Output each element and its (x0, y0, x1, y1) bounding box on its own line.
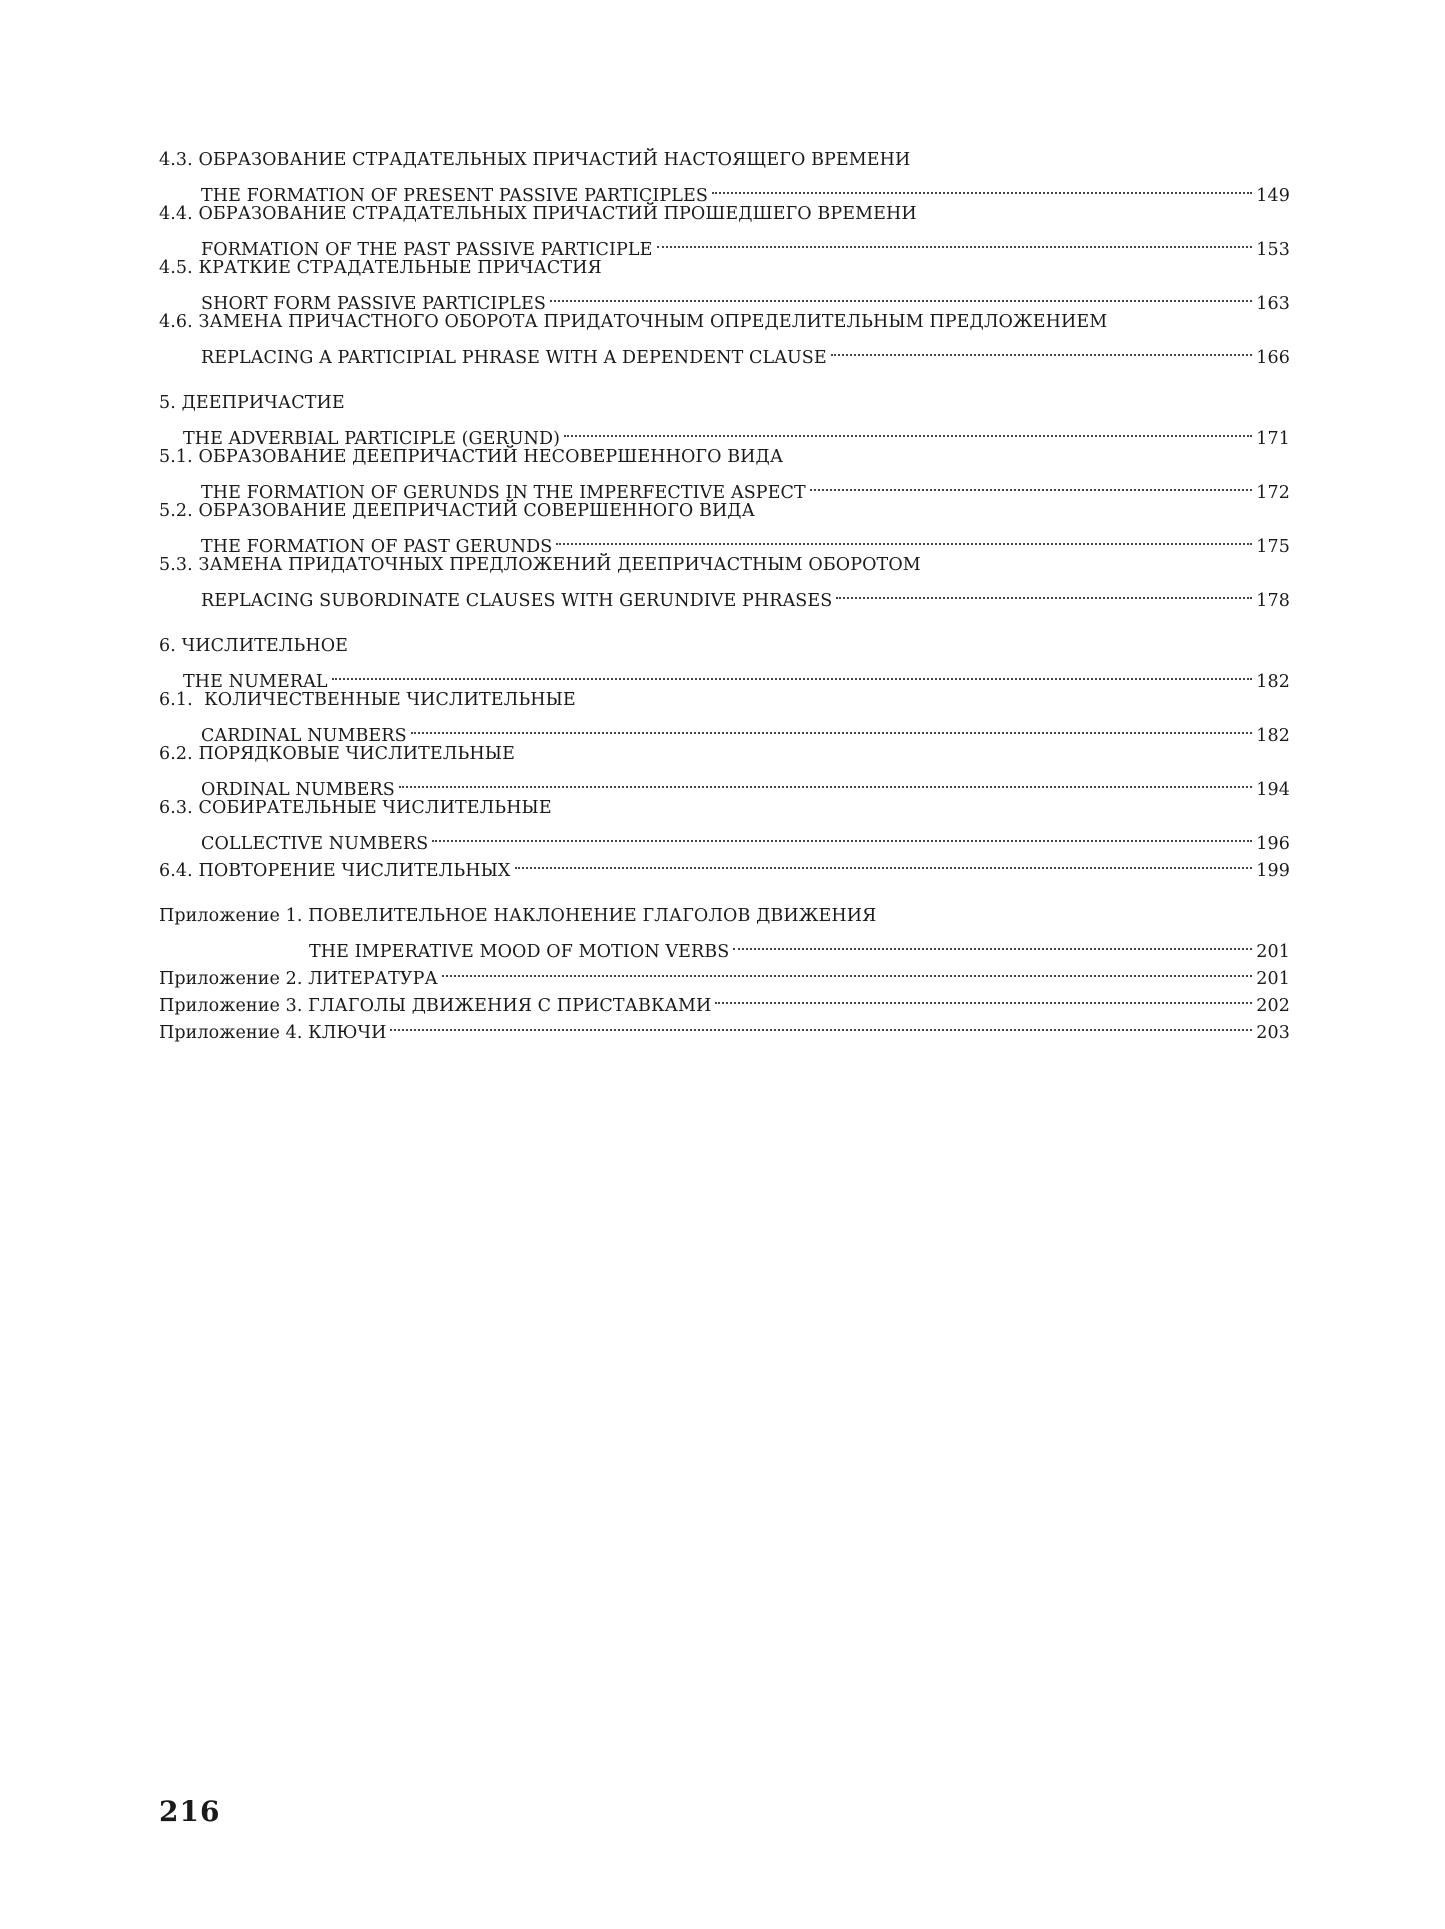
toc-entry-title: THE FORMATION OF GERUNDS IN THE IMPERFECTIVE ASPECT (201, 483, 806, 503)
toc-entry-page: 196 (1256, 834, 1290, 854)
toc-leader-dots (432, 822, 1252, 849)
toc-entry-page: 182 (1256, 672, 1290, 692)
toc-entry (159, 309, 1290, 336)
toc-leader-dots (564, 417, 1252, 444)
toc-entry-title: THE ADVERBIAL PARTICIPLE (GERUND) (183, 429, 561, 449)
toc-entry-number: 6.4. (159, 861, 193, 881)
toc-leader-dots (657, 228, 1253, 255)
toc-entry (159, 579, 1290, 611)
toc-entry-page: 172 (1256, 483, 1290, 503)
toc-entry (159, 147, 1290, 174)
toc-entry-title: REPLACING SUBORDINATE CLAUSES WITH GERUNDIVE PHRASES (201, 591, 833, 611)
toc-entry-title: ОБРАЗОВАНИЕ СТРАДАТЕЛЬНЫХ ПРИЧАСТИЙ ПРОШЕДШЕГО ВРЕМЕНИ (198, 204, 917, 224)
toc-leader-dots (442, 957, 1252, 984)
toc-entry-number: 5.2. (159, 501, 193, 521)
toc-entry-title: ПОВТОРЕНИЕ ЧИСЛИТЕЛЬНЫХ (198, 861, 511, 881)
toc-entry-page: 199 (1256, 861, 1290, 881)
toc-appendices (159, 903, 1290, 1043)
toc-entry-number: 6.2. (159, 744, 193, 764)
toc-entry-title: ДЕЕПРИЧАСТИЕ (181, 393, 345, 413)
toc-leader-dots (836, 579, 1252, 606)
toc-entry-title: ЧИСЛИТЕЛЬНОЕ (181, 636, 349, 656)
toc-leader-dots (332, 660, 1253, 687)
toc-entry-title: ORDINAL NUMBERS (201, 780, 395, 800)
toc-entry-page: 171 (1256, 429, 1290, 449)
toc-entry-title: КОЛИЧЕСТВЕННЫЕ ЧИСЛИТЕЛЬНЫЕ (204, 690, 576, 710)
toc-section-5 (159, 390, 1290, 611)
toc-entry (159, 714, 1290, 746)
toc-section-4 (159, 147, 1290, 368)
toc-entry-page: 166 (1256, 348, 1290, 368)
toc-entry-title: ЗАМЕНА ПРИЧАСТНОГО ОБОРОТА ПРИДАТОЧНЫМ ОПРЕДЕЛИТЕЛЬНЫМ ПРЕДЛОЖЕНИЕМ (198, 312, 1108, 332)
toc-entry-page: 203 (1256, 1023, 1290, 1043)
toc-entry-number: 4.5. (159, 258, 193, 278)
toc-entry-title: REPLACING A PARTICIPIAL PHRASE WITH A DEPENDENT CLAUSE (201, 348, 827, 368)
toc-entry-title: CARDINAL NUMBERS (201, 726, 407, 746)
toc-entry-page: 163 (1256, 294, 1290, 314)
toc-entry (159, 498, 1290, 525)
toc-entry-page: 182 (1256, 726, 1290, 746)
toc-entry-page: 149 (1256, 186, 1290, 206)
toc-leader-dots (550, 282, 1252, 309)
toc-leader-dots (411, 714, 1253, 741)
toc-entry (159, 741, 1290, 768)
toc-entry-number: 6.3. (159, 798, 193, 818)
toc-entry (159, 795, 1290, 822)
toc-entry-title: ГЛАГОЛЫ ДВИЖЕНИЯ С ПРИСТАВКАМИ (308, 996, 712, 1016)
toc-leader-dots (556, 525, 1252, 552)
toc-entry-number: Приложение 1. (159, 906, 303, 926)
toc-leader-dots (712, 174, 1252, 201)
toc-entry-title: СОБИРАТЕЛЬНЫЕ ЧИСЛИТЕЛЬНЫЕ (198, 798, 552, 818)
toc-entry (159, 525, 1290, 557)
toc-entry (159, 390, 1290, 417)
toc-leader-dots (390, 1011, 1252, 1038)
toc-entry-number: 5. (159, 393, 176, 413)
toc-entry (159, 930, 1290, 962)
toc-entry-title: ОБРАЗОВАНИЕ СТРАДАТЕЛЬНЫХ ПРИЧАСТИЙ НАСТОЯЩЕГО ВРЕМЕНИ (198, 150, 911, 170)
toc-entry-title: FORMATION OF THE PAST PASSIVE PARTICIPLE (201, 240, 653, 260)
toc-entry (159, 336, 1290, 368)
toc-entry-number: 6.1. (159, 690, 193, 710)
toc-entry (159, 201, 1290, 228)
toc-entry (159, 660, 1290, 692)
toc-entry-number: 4.6. (159, 312, 193, 332)
toc-entry-number: Приложение 4. (159, 1023, 303, 1043)
toc-entry-page: 178 (1256, 591, 1290, 611)
toc-entry (159, 417, 1290, 449)
toc-entry-title: SHORT FORM PASSIVE PARTICIPLES (201, 294, 546, 314)
toc-entry-page: 175 (1256, 537, 1290, 557)
toc-leader-dots (831, 336, 1253, 363)
toc-entry (159, 768, 1290, 800)
toc-entry (159, 228, 1290, 260)
toc-leader-dots (810, 471, 1253, 498)
toc-entry-title: ПОВЕЛИТЕЛЬНОЕ НАКЛОНЕНИЕ ГЛАГОЛОВ ДВИЖЕНИЯ (308, 906, 877, 926)
toc-entry (159, 471, 1290, 503)
toc-entry-number: Приложение 2. (159, 969, 303, 989)
toc-entry-page: 201 (1256, 969, 1290, 989)
toc-entry-title: ОБРАЗОВАНИЕ ДЕЕПРИЧАСТИЙ НЕСОВЕРШЕННОГО ВИДА (198, 447, 784, 467)
toc-entry (159, 552, 1290, 579)
toc-entry (159, 687, 1290, 714)
toc-entry-title: КЛЮЧИ (308, 1023, 387, 1043)
toc-entry-number: 4.4. (159, 204, 193, 224)
toc-entry-title: ПОРЯДКОВЫЕ ЧИСЛИТЕЛЬНЫЕ (198, 744, 515, 764)
toc-entry-title: ОБРАЗОВАНИЕ ДЕЕПРИЧАСТИЙ СОВЕРШЕННОГО ВИДА (198, 501, 755, 521)
toc-entry-number: Приложение 3. (159, 996, 303, 1016)
toc-leader-dots (733, 930, 1252, 957)
toc-entry-title: ЗАМЕНА ПРИДАТОЧНЫХ ПРЕДЛОЖЕНИЙ ДЕЕПРИЧАСТНЫМ ОБОРОТОМ (198, 555, 921, 575)
toc-leader-dots (715, 984, 1252, 1011)
toc-entry-number: 5.3. (159, 555, 193, 575)
toc-entry-page: 153 (1256, 240, 1290, 260)
table-of-contents (159, 147, 1290, 1065)
toc-entry (159, 903, 1290, 930)
toc-entry-number: 5.1. (159, 447, 193, 467)
toc-entry-page: 202 (1256, 996, 1290, 1016)
toc-entry-title: КРАТКИЕ СТРАДАТЕЛЬНЫЕ ПРИЧАСТИЯ (198, 258, 602, 278)
toc-entry-title: THE FORMATION OF PAST GERUNDS (201, 537, 553, 557)
toc-entry-title: COLLECTIVE NUMBERS (201, 834, 429, 854)
toc-entry (159, 282, 1290, 314)
toc-entry (159, 174, 1290, 206)
toc-section-6 (159, 633, 1290, 881)
toc-entry-number: 4.3. (159, 150, 193, 170)
toc-entry (159, 822, 1290, 854)
toc-entry-page: 194 (1256, 780, 1290, 800)
toc-entry (159, 444, 1290, 471)
toc-entry-title: THE NUMERAL (183, 672, 328, 692)
toc-leader-dots (515, 849, 1253, 876)
toc-entry-title: THE FORMATION OF PRESENT PASSIVE PARTICIPLES (201, 186, 708, 206)
toc-entry-number: 6. (159, 636, 176, 656)
page-number: 216 (159, 1795, 221, 1828)
toc-entry-title: ЛИТЕРАТУРА (308, 969, 438, 989)
toc-leader-dots (399, 768, 1252, 795)
toc-entry (159, 255, 1290, 282)
toc-entry-title: THE IMPERATIVE MOOD OF MOTION VERBS (309, 942, 730, 962)
toc-entry (159, 633, 1290, 660)
toc-entry-page: 201 (1256, 942, 1290, 962)
